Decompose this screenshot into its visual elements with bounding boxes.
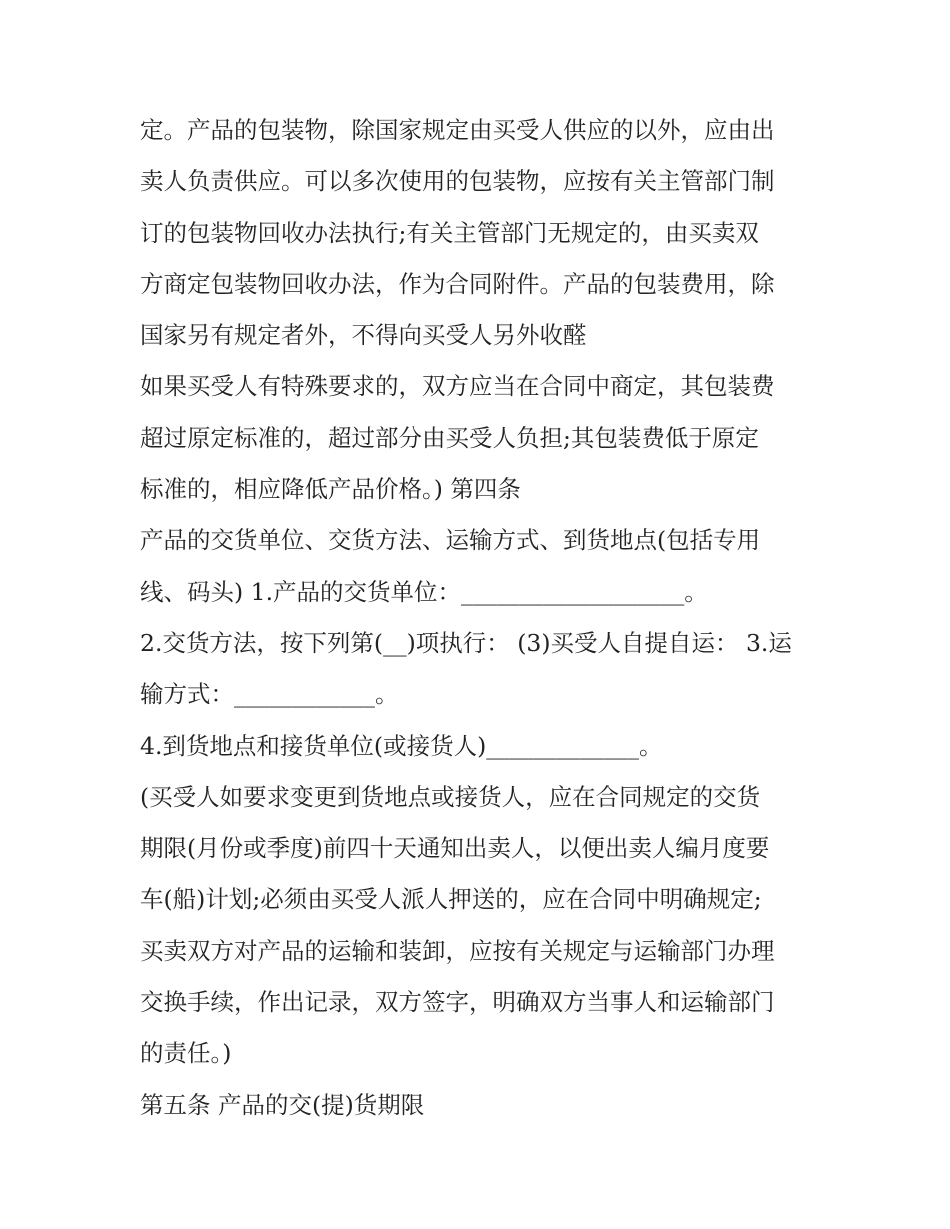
text-line-2: 卖人负责供应。可以多次使用的包装物，应按有关主管部门制 bbox=[140, 167, 775, 196]
text-line-18: 交换手续，作出记录，双方签字，明确双方当事人和运输部门 bbox=[140, 988, 775, 1017]
text-line-11: 2.交货方法，按下列第(__)项执行： (3)买受人自提自运： 3.运 bbox=[140, 628, 792, 657]
text-line-10: 线、码头) 1.产品的交货单位：___________________。 bbox=[140, 577, 708, 606]
text-line-3: 订的包装物回收办法执行;有关主管部门无规定的，由买卖双 bbox=[140, 218, 759, 247]
text-line-8: 标准的，相应降低产品价格。) 第四条 bbox=[140, 475, 521, 504]
text-line-5: 国家另有规定者外，不得向买受人另外收醛 bbox=[140, 321, 587, 350]
text-line-12: 输方式：____________。 bbox=[140, 680, 399, 709]
text-line-9: 产品的交货单位、交货方法、运输方式、到货地点(包括专用 bbox=[140, 526, 761, 555]
text-line-16: 车(船)计划;必须由买受人派人押送的，应在合同中明确规定; bbox=[140, 885, 762, 914]
document-body bbox=[140, 105, 820, 1131]
text-line-7: 超过原定标准的，超过部分由买受人负担;其包装费低于原定 bbox=[140, 423, 759, 452]
text-line-17: 买卖双方对产品的运输和装卸，应按有关规定与运输部门办理 bbox=[140, 936, 775, 965]
text-line-19: 的责任。) bbox=[140, 1039, 232, 1068]
text-line-1: 定。产品的包装物，除国家规定由买受人供应的以外，应由出 bbox=[140, 116, 775, 144]
text-line-20: 第五条 产品的交(提)货期限 bbox=[140, 1090, 425, 1119]
text-line-14: (买受人如要求变更到货地点或接货人，应在合同规定的交货 bbox=[140, 782, 761, 811]
text-line-4: 方商定包装物回收办法，作为合同附件。产品的包装费用，除 bbox=[140, 269, 775, 298]
text-line-13: 4.到货地点和接货单位(或接货人)_____________。 bbox=[140, 731, 663, 760]
text-line-6: 如果买受人有特殊要求的，双方应当在合同中商定，其包装费 bbox=[140, 372, 775, 401]
text-line-15: 期限(月份或季度)前四十天通知出卖人，以便出卖人编月度要 bbox=[140, 834, 770, 863]
